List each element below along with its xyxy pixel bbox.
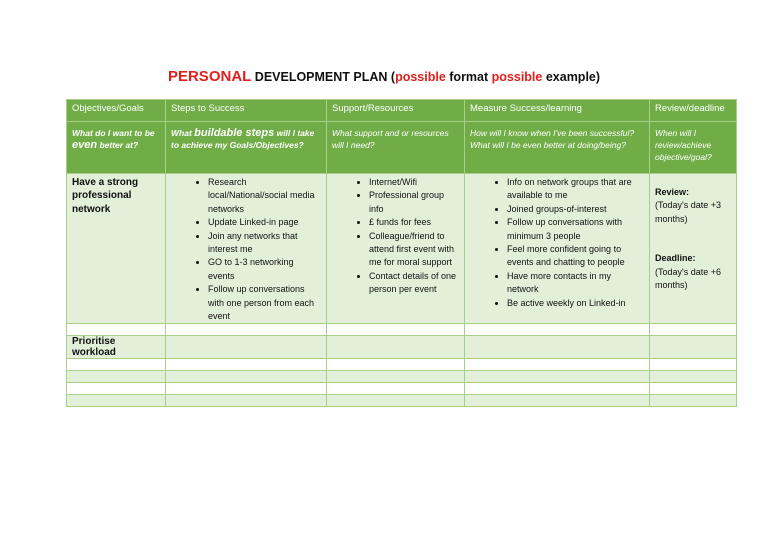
empty-cell[interactable]	[67, 324, 166, 336]
empty-cell[interactable]	[650, 383, 737, 395]
subheader-objectives-a: What do I want to be	[72, 128, 155, 138]
empty-cell[interactable]	[465, 324, 650, 336]
subheader-row	[67, 122, 737, 174]
support-list	[332, 176, 459, 297]
empty-cell[interactable]	[465, 383, 650, 395]
goal-label: Prioritise workload	[72, 336, 116, 359]
goal-cell	[67, 174, 166, 324]
list-item: • Colleague/friend to attend first event with me for moral support	[369, 230, 459, 270]
empty-cell[interactable]	[67, 371, 166, 383]
empty-cell[interactable]	[465, 336, 650, 359]
review-label: Review:	[655, 187, 690, 197]
title-possible-2: possible	[491, 70, 543, 84]
review-value: (Today's date +3 months)	[655, 200, 722, 224]
empty-cell[interactable]	[465, 359, 650, 371]
list-item: • Update Linked-in page	[208, 216, 321, 229]
header-support: Support/Resources	[327, 100, 465, 122]
subheader-measure: How will I know when I've been successful? What will I be even better at doing/being?	[465, 122, 650, 174]
deadline-label: Deadline:	[655, 253, 696, 264]
empty-cell[interactable]	[327, 383, 465, 395]
title-format: format	[445, 70, 492, 84]
list-item: • Be active weekly on Linked-in	[507, 297, 644, 310]
header-objectives: Objectives/Goals	[67, 100, 166, 122]
list-item: • Internet/Wifi	[369, 176, 459, 189]
list-item: • Feel more confident going to events and chatting to people	[507, 243, 644, 270]
empty-cell[interactable]	[327, 336, 465, 359]
deadline-value: (Today's date +6 months)	[655, 266, 722, 291]
subheader-steps-a: What	[171, 128, 195, 138]
list-item: • Professional group info	[369, 189, 459, 216]
measure-cell	[465, 174, 650, 324]
list-item: • Joined groups-of-interest	[507, 203, 644, 216]
empty-cell[interactable]	[166, 359, 327, 371]
title-possible-1: possible	[395, 70, 446, 84]
list-item: • Follow up conversations with minimum 3 people	[507, 216, 644, 243]
empty-cell[interactable]	[67, 359, 166, 371]
development-plan-table	[66, 99, 737, 407]
list-item: • GO to 1-3 networking events	[208, 256, 321, 283]
subheader-objectives-c: better at?	[97, 140, 139, 150]
empty-cell[interactable]	[67, 395, 166, 407]
list-item: • Research local/National/social media networks	[208, 176, 321, 216]
list-item: • Have more contacts in my network	[507, 270, 644, 297]
empty-cell[interactable]	[650, 359, 737, 371]
empty-cell[interactable]	[327, 324, 465, 336]
empty-cell[interactable]	[67, 383, 166, 395]
empty-cell[interactable]	[327, 359, 465, 371]
list-item: • Follow up conversations with one person from each event	[208, 283, 321, 323]
empty-cell[interactable]	[166, 324, 327, 336]
subheader-review: When will I review/achieve objective/goal?	[650, 122, 737, 174]
empty-cell[interactable]	[166, 383, 327, 395]
header-review: Review/deadline	[650, 100, 737, 122]
empty-cell[interactable]	[166, 395, 327, 407]
subheader-objectives	[67, 122, 166, 174]
empty-cell[interactable]	[650, 395, 737, 407]
review-cell	[650, 174, 737, 324]
table-row	[67, 359, 737, 371]
list-item: • Contact details of one person per event	[369, 270, 459, 297]
table-row	[67, 324, 737, 336]
header-measure: Measure Success/learning	[465, 100, 650, 122]
steps-cell	[166, 174, 327, 324]
table-row	[67, 383, 737, 395]
empty-cell[interactable]	[166, 371, 327, 383]
table-row-network	[67, 174, 737, 324]
title-personal: PERSONAL	[167, 68, 252, 85]
empty-cell[interactable]	[327, 395, 465, 407]
measure-list	[470, 176, 644, 310]
goal-cell	[67, 336, 166, 359]
subheader-objectives-even: even	[72, 139, 98, 151]
steps-list	[171, 176, 321, 323]
title-development-plan: DEVELOPMENT PLAN (	[251, 70, 396, 84]
page-title	[0, 68, 768, 85]
empty-cell[interactable]	[465, 371, 650, 383]
subheader-steps	[166, 122, 327, 174]
title-example: example)	[542, 70, 601, 84]
empty-cell[interactable]	[465, 395, 650, 407]
empty-cell[interactable]	[650, 371, 737, 383]
subheader-steps-c: will I take to achieve my Goals/Objectives?	[171, 128, 315, 150]
table-row-workload	[67, 336, 737, 359]
empty-cell[interactable]	[166, 336, 327, 359]
list-item: • Join any networks that interest me	[208, 230, 321, 257]
support-cell	[327, 174, 465, 324]
header-steps: Steps to Success	[166, 100, 327, 122]
empty-cell[interactable]	[650, 324, 737, 336]
goal-label: Have a strong professional network	[72, 177, 139, 215]
header-row	[67, 100, 737, 122]
subheader-support: What support and or resources will I need?	[327, 122, 465, 174]
table-row	[67, 395, 737, 407]
list-item: • Info on network groups that are available to me	[507, 176, 644, 203]
empty-cell[interactable]	[327, 371, 465, 383]
table-row	[67, 371, 737, 383]
empty-cell[interactable]	[650, 336, 737, 359]
subheader-steps-buildable: buildable steps	[194, 127, 275, 139]
list-item: • £ funds for fees	[369, 216, 459, 229]
